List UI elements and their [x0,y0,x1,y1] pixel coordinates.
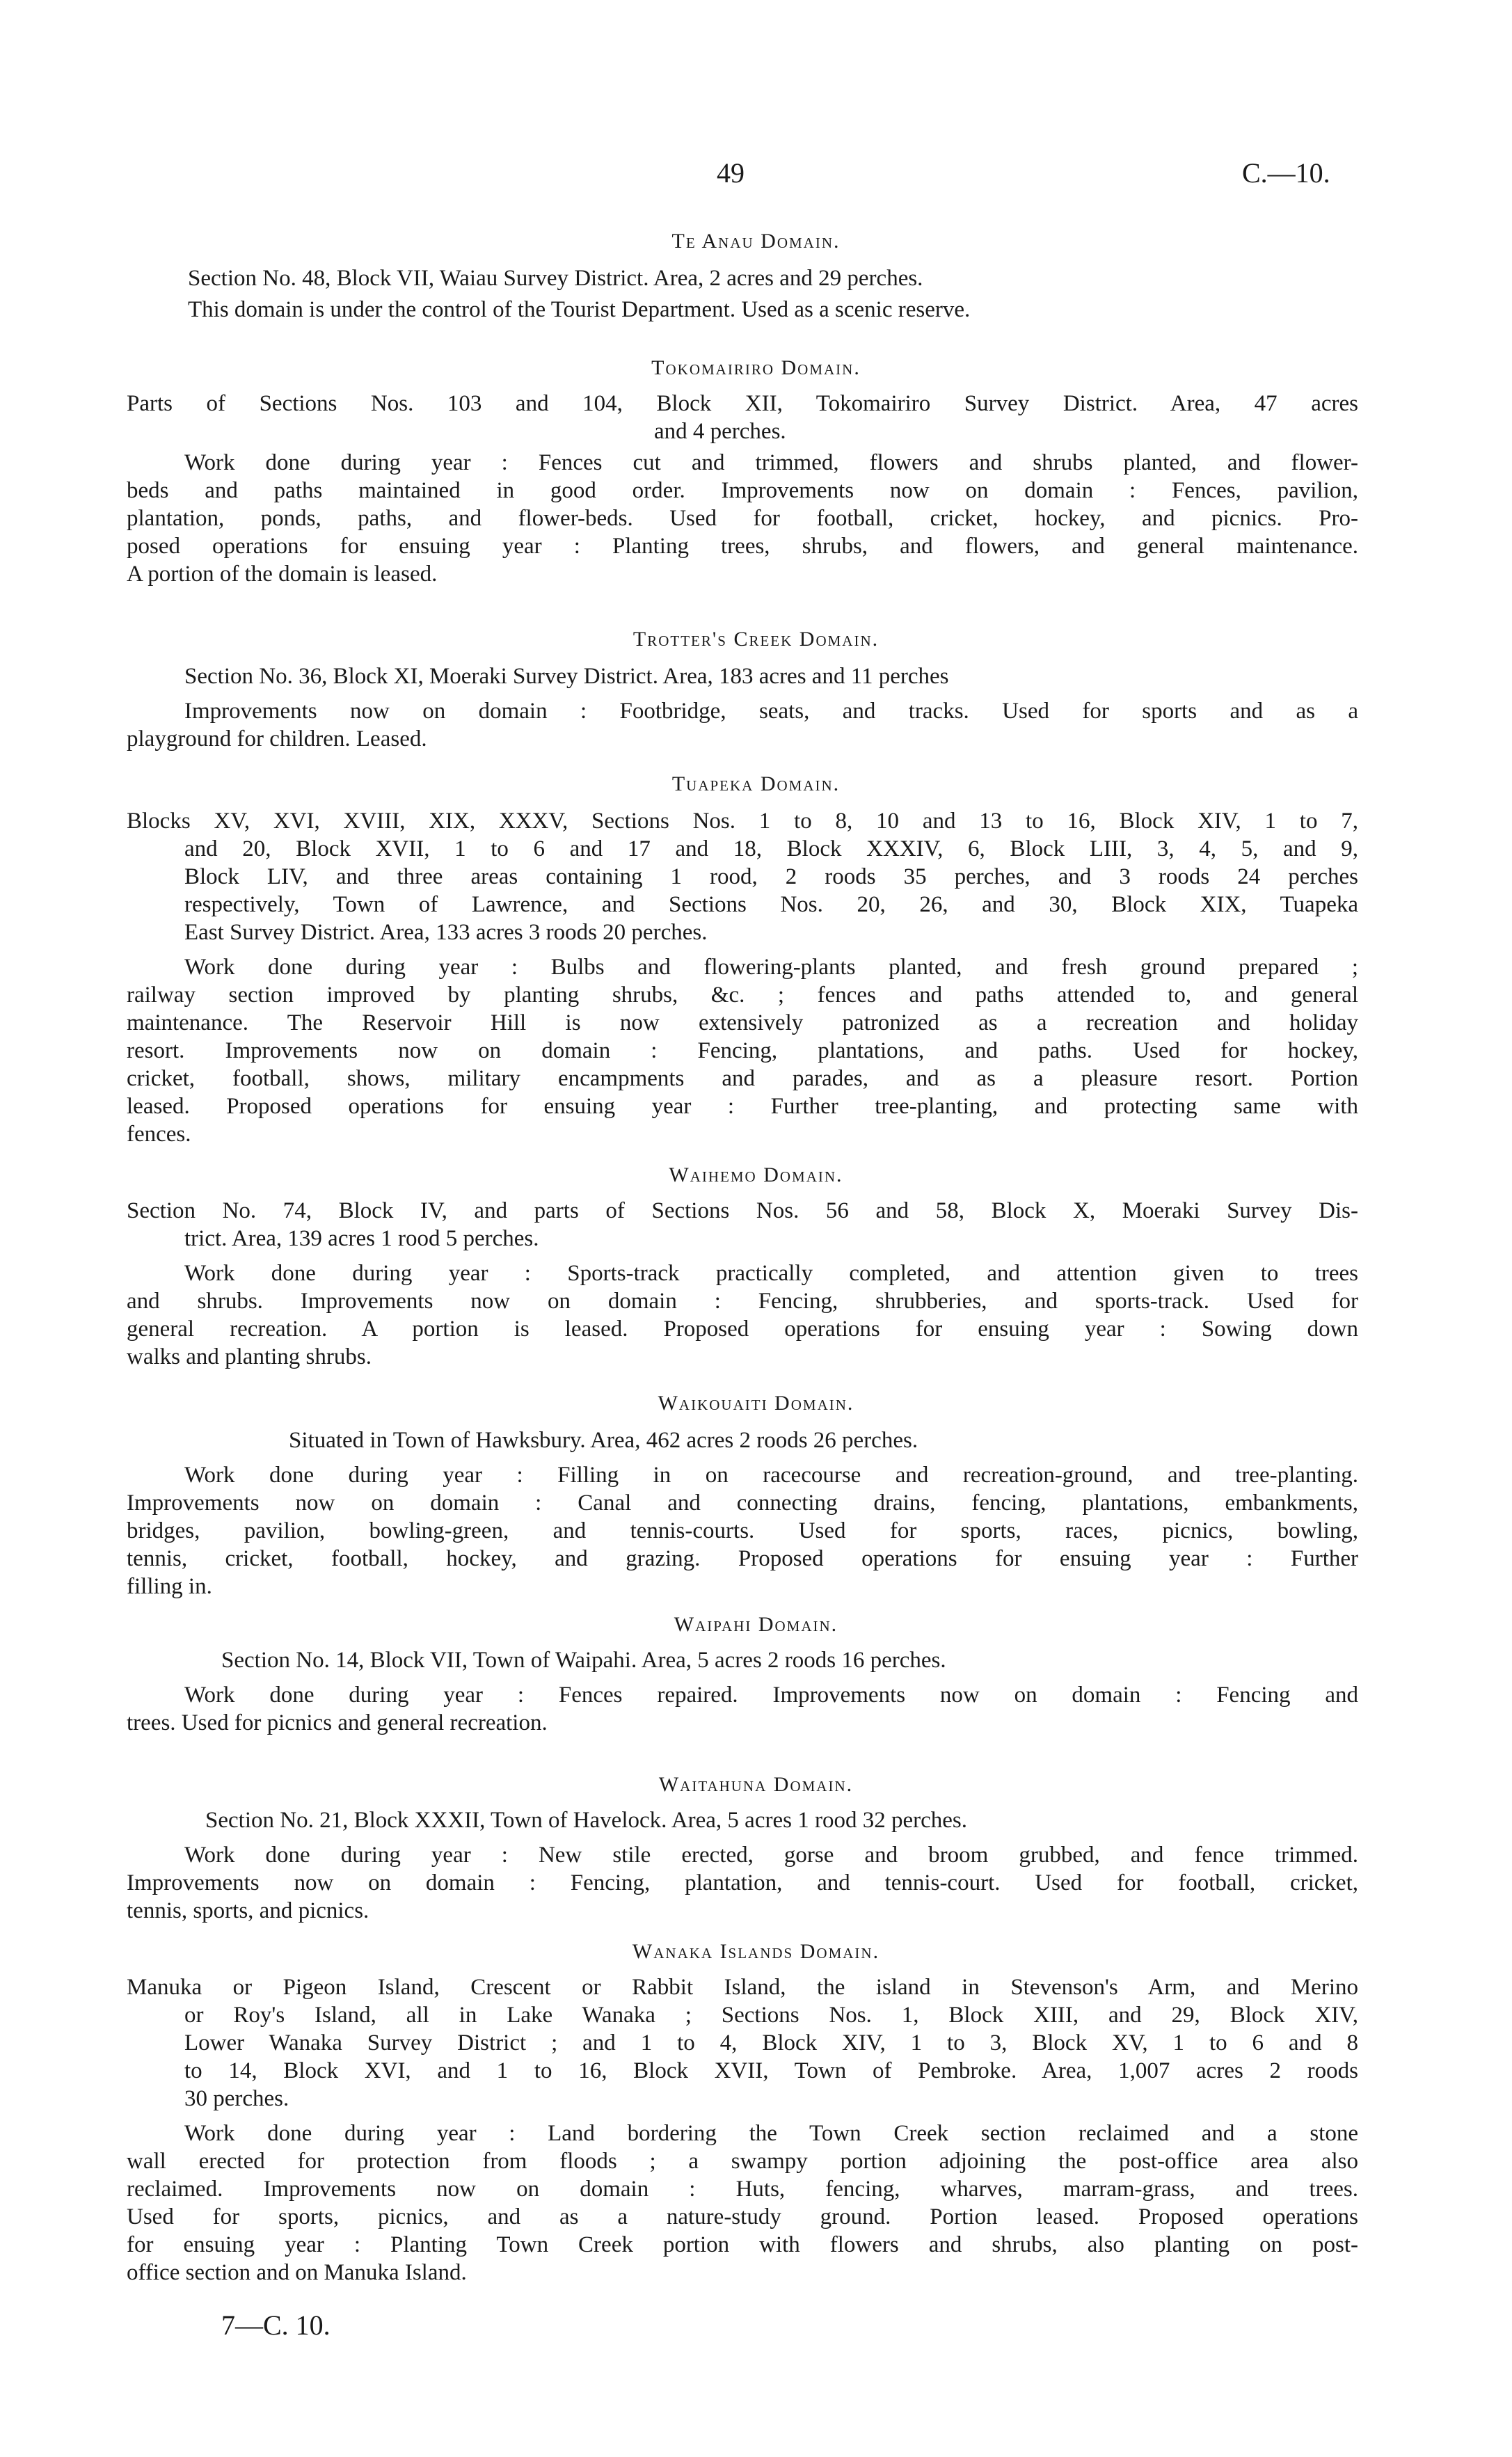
body-line: and shrubs. Improvements now on domain : Fencing, shrubberies, and sports-track. Used for [127,1289,1358,1314]
body-line: Blocks XV, XVI, XVIII, XIX, XXXV, Sections Nos. 1 to 8, 10 and 13 to 16, Block XIV, 1 to 7, [127,809,1358,834]
body-line: and 20, Block XVII, 1 to 6 and 17 and 18, Block XXXIV, 6, Block LIII, 3, 4, 5, and 9, [184,836,1358,861]
body-line: Lower Wanaka Survey District ; and 1 to 4, Block XIV, 1 to 3, Block XV, 1 to 6 and 8 [184,2030,1358,2056]
body-line: Work done during year : Bulbs and flowering-plants planted, and fresh ground prepared ; [184,955,1358,980]
body-line: cricket, football, shows, military encampments and parades, and as a pleasure resort. Portion [127,1066,1358,1091]
body-line: and 4 perches. [654,419,786,444]
body-line: Improvements now on domain : Canal and connecting drains, fencing, plantations, embankments, [127,1490,1358,1516]
body-line: 30 perches. [184,2086,289,2111]
body-line: Section No. 48, Block VII, Waiau Survey District. Area, 2 acres and 29 perches. [188,266,923,291]
body-line: posed operations for ensuing year : Planting trees, shrubs, and flowers, and general maintenance. [127,534,1358,559]
body-line: reclaimed. Improvements now on domain : Huts, fencing, wharves, marram-grass, and trees. [127,2177,1358,2202]
page-number: 49 [717,157,745,189]
body-line: Section No. 21, Block XXXII, Town of Havelock. Area, 5 acres 1 rood 32 perches. [205,1808,967,1833]
body-line: plantation, ponds, paths, and flower-beds. Used for football, cricket, hockey, and picnics. Pro- [127,506,1358,531]
body-line: walks and planting shrubs. [127,1344,372,1369]
body-line: trees. Used for picnics and general recreation. [127,1710,548,1735]
body-line: tennis, sports, and picnics. [127,1898,369,1923]
section-title-waipahi: Waipahi Domain. [674,1613,838,1636]
body-line: Work done during year : Land bordering the Town Creek section reclaimed and a stone [184,2121,1358,2146]
section-title-wanaka-islands: Wanaka Islands Domain. [632,1940,880,1963]
section-title-waitahuna: Waitahuna Domain. [658,1773,854,1796]
body-line: East Survey District. Area, 133 acres 3 roods 20 perches. [184,920,708,945]
body-line: Work done during year : New stile erected, gorse and broom grubbed, and fence trimmed. [184,1843,1358,1868]
section-title-tokomairiro: Tokomairiro Domain. [651,356,861,379]
body-line: Used for sports, picnics, and as a nature-study ground. Portion leased. Proposed operations [127,2204,1358,2229]
section-title-tuapeka: Tuapeka Domain. [671,772,841,795]
body-line: Block LIV, and three areas containing 1 rood, 2 roods 35 perches, and 3 roods 24 perches [184,864,1358,889]
body-line: Manuka or Pigeon Island, Crescent or Rabbit Island, the island in Stevenson's Arm, and Merino [127,1975,1358,2000]
body-line: Section No. 36, Block XI, Moeraki Survey District. Area, 183 acres and 11 perches [184,664,949,689]
body-line: tennis, cricket, football, hockey, and grazing. Proposed operations for ensuing year : Further [127,1546,1358,1571]
body-line: for ensuing year : Planting Town Creek portion with flowers and shrubs, also planting on post- [127,2232,1358,2257]
body-line: Section No. 14, Block VII, Town of Waipahi. Area, 5 acres 2 roods 16 perches. [221,1648,946,1673]
body-line: Parts of Sections Nos. 103 and 104, Block XII, Tokomairiro Survey District. Area, 47 acres [127,391,1358,416]
body-line: office section and on Manuka Island. [127,2260,467,2285]
body-line: railway section improved by planting shrubs, &c. ; fences and paths attended to, and general [127,983,1358,1008]
body-line: beds and paths maintained in good order. Improvements now on domain : Fences, pavilion, [127,478,1358,503]
body-line: A portion of the domain is leased. [127,562,438,587]
body-line: general recreation. A portion is leased. Proposed operations for ensuing year : Sowing down [127,1317,1358,1342]
body-line: wall erected for protection from floods ; a swampy portion adjoining the post-office area also [127,2149,1358,2174]
body-line: trict. Area, 139 acres 1 rood 5 perches. [184,1226,539,1251]
section-title-trotters-creek: Trotter's Creek Domain. [632,628,880,651]
body-line: or Roy's Island, all in Lake Wanaka ; Sections Nos. 1, Block XIII, and 29, Block XIV, [184,2003,1358,2028]
body-line: playground for children. Leased. [127,726,427,752]
body-line: leased. Proposed operations for ensuing year : Further tree-planting, and protecting same with [127,1094,1358,1119]
body-line: Work done during year : Sports-track practically completed, and attention given to trees [184,1261,1358,1286]
body-line: Work done during year : Fences cut and trimmed, flowers and shrubs planted, and flower- [184,450,1358,475]
body-line: resort. Improvements now on domain : Fencing, plantations, and paths. Used for hockey, [127,1038,1358,1063]
body-line: This domain is under the control of the Tourist Department. Used as a scenic reserve. [188,297,971,322]
body-line: Improvements now on domain : Footbridge, seats, and tracks. Used for sports and as a [184,699,1358,724]
body-line: respectively, Town of Lawrence, and Sections Nos. 20, 26, and 30, Block XIX, Tuapeka [184,892,1358,917]
body-line: maintenance. The Reservoir Hill is now extensively patronized as a recreation and holiday [127,1010,1358,1035]
body-line: filling in. [127,1574,212,1599]
document-reference: C.—10. [1242,157,1330,189]
section-title-te-anau: Te Anau Domain. [671,230,841,253]
body-line: Situated in Town of Hawksbury. Area, 462 acres 2 roods 26 perches. [289,1428,918,1453]
section-title-waikouaiti: Waikouaiti Domain. [658,1392,854,1415]
body-line: Improvements now on domain : Fencing, plantation, and tennis-court. Used for football, cricket, [127,1870,1358,1895]
section-title-waihemo: Waihemo Domain. [669,1163,843,1186]
body-line: to 14, Block XVI, and 1 to 16, Block XVII, Town of Pembroke. Area, 1,007 acres 2 roods [184,2058,1358,2083]
body-line: Section No. 74, Block IV, and parts of Sections Nos. 56 and 58, Block X, Moeraki Survey Dis- [127,1198,1358,1223]
body-line: Work done during year : Filling in on racecourse and recreation-ground, and tree-planting. [184,1463,1358,1488]
printer-signature: 7—C. 10. [221,2309,331,2341]
body-line: fences. [127,1122,191,1147]
body-line: Work done during year : Fences repaired. Improvements now on domain : Fencing and [184,1683,1358,1708]
body-line: bridges, pavilion, bowling-green, and tennis-courts. Used for sports, races, picnics, bowling, [127,1518,1358,1543]
